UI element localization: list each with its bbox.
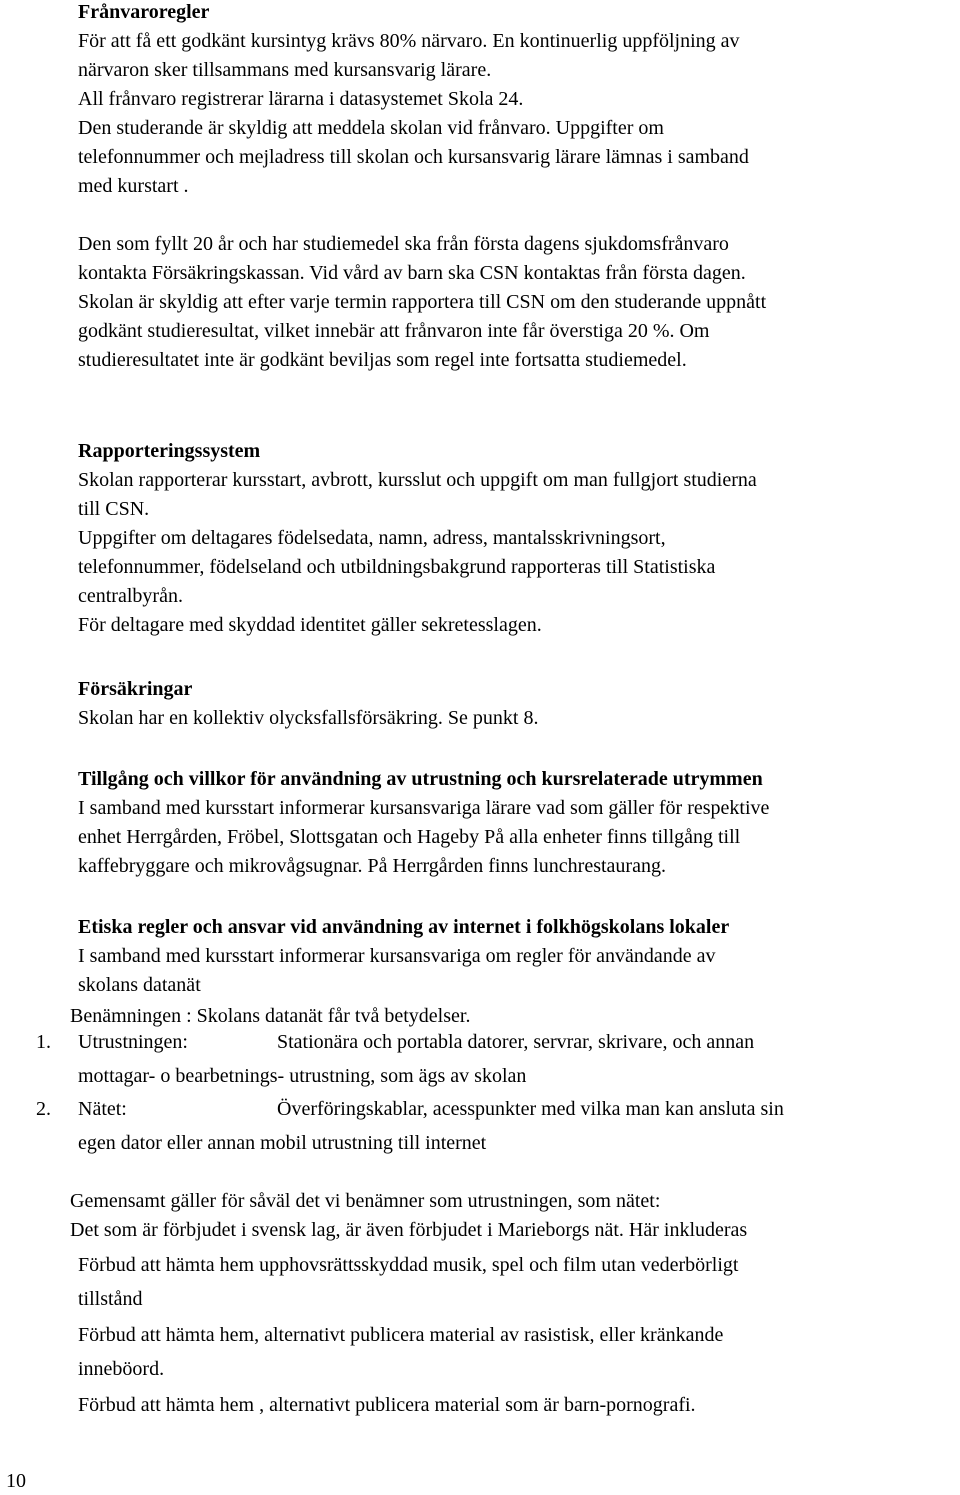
paragraph-line: enhet Herrgården, Fröbel, Slottsgatan och Hageby På alla enheter finns tillgång till bbox=[78, 826, 741, 848]
paragraph-line: telefonnummer, födelseland och utbildningsbakgrund rapporteras till Statistiska bbox=[78, 556, 716, 578]
list-continuation: egen dator eller annan mobil utrustning till internet bbox=[78, 1132, 487, 1154]
section-etiska-regler bbox=[78, 913, 956, 1000]
paragraph-line: I samband med kursstart informerar kursansvariga lärare vad som gäller för respektive bbox=[78, 797, 770, 819]
section-franvaro-csn bbox=[78, 230, 956, 375]
paragraph-line: Gemensamt gäller för såväl det vi benämner som utrustningen, som nätet: bbox=[70, 1190, 661, 1212]
benamning-line bbox=[70, 1002, 948, 1031]
list-number: 2. bbox=[36, 1098, 51, 1120]
list-continuation: mottagar- o bearbetnings- utrustning, som ägs av skolan bbox=[78, 1065, 527, 1087]
paragraph-line: Skolan är skyldig att efter varje termin rapportera till CSN om den studerande uppnått bbox=[78, 291, 767, 313]
paragraph-line: skolans datanät bbox=[78, 974, 201, 996]
section-tillgang bbox=[78, 765, 956, 881]
paragraph-line: För att få ett godkänt kursintyg krävs 80% närvaro. En kontinuerlig uppföljning av bbox=[78, 30, 740, 52]
paragraph-line: centralbyrån. bbox=[78, 585, 183, 607]
section-heading: Försäkringar bbox=[78, 678, 193, 700]
section-rapportering bbox=[78, 437, 956, 640]
list-item bbox=[0, 1031, 940, 1065]
list-item bbox=[0, 1098, 940, 1132]
paragraph-line: studieresultatet inte är godkänt beviljas som regel inte fortsatta studiemedel. bbox=[78, 349, 687, 371]
section-heading: Tillgång och villkor för användning av utrustning och kursrelaterade utrymmen bbox=[78, 768, 763, 790]
list-definition: Stationära och portabla datorer, servrar, skrivare, och annan bbox=[277, 1031, 755, 1053]
paragraph-line: Förbud att hämta hem, alternativt publicera material av rasistisk, eller kränkande bbox=[78, 1324, 724, 1346]
paragraph-line: Den som fyllt 20 år och har studiemedel ska från första dagens sjukdomsfrånvaro bbox=[78, 233, 729, 255]
paragraph-line: I samband med kursstart informerar kursansvariga om regler för användande av bbox=[78, 945, 716, 967]
section-heading: Rapporteringssystem bbox=[78, 440, 261, 462]
section-heading: Etiska regler och ansvar vid användning av internet i folkhögskolans lokaler bbox=[78, 916, 730, 938]
list-number: 1. bbox=[36, 1031, 51, 1053]
paragraph-line: All frånvaro registrerar lärarna i datasystemet Skola 24. bbox=[78, 88, 524, 110]
paragraph-line: Förbud att hämta hem , alternativt publicera material som är barn-pornografi. bbox=[78, 1394, 696, 1416]
section-franvaro bbox=[78, 0, 956, 201]
paragraph-line: med kurstart . bbox=[78, 175, 189, 197]
section-forbud bbox=[78, 1248, 956, 1422]
paragraph-line: Benämningen : Skolans datanät får två betydelser. bbox=[70, 1005, 471, 1027]
section-heading: Frånvaroregler bbox=[78, 1, 210, 23]
paragraph-line: Förbud att hämta hem upphovsrättsskyddad musik, spel och film utan vederbörligt bbox=[78, 1254, 739, 1276]
paragraph-line: Den studerande är skyldig att meddela skolan vid frånvaro. Uppgifter om bbox=[78, 117, 664, 139]
page-number: 10 bbox=[6, 1470, 26, 1492]
paragraph-line: Uppgifter om deltagares födelsedata, namn, adress, mantalsskrivningsort, bbox=[78, 527, 666, 549]
paragraph-line: Skolan har en kollektiv olycksfallsförsäkring. Se punkt 8. bbox=[78, 707, 539, 729]
paragraph-line: inneböord. bbox=[78, 1358, 165, 1380]
paragraph-line: kaffebryggare och mikrovågsugnar. På Herrgården finns lunchrestaurang. bbox=[78, 855, 666, 877]
paragraph-line: telefonnummer och mejladress till skolan och kursansvarig lärare lämnas i samband bbox=[78, 146, 749, 168]
paragraph-line: godkänt studieresultat, vilket innebär att frånvaron inte får överstiga 20 %. Om bbox=[78, 320, 710, 342]
section-gemensamt bbox=[70, 1187, 948, 1245]
section-forsakringar bbox=[78, 675, 956, 733]
paragraph-line: Skolan rapporterar kursstart, avbrott, kursslut och uppgift om man fullgjort studierna bbox=[78, 469, 757, 491]
paragraph-line: kontakta Försäkringskassan. Vid vård av barn ska CSN kontaktas från första dagen. bbox=[78, 262, 746, 284]
paragraph-line: tillstånd bbox=[78, 1288, 143, 1310]
list-term: Utrustningen: bbox=[78, 1031, 188, 1053]
paragraph-line: närvaron sker tillsammans med kursansvarig lärare. bbox=[78, 59, 492, 81]
paragraph-line: För deltagare med skyddad identitet gäller sekretesslagen. bbox=[78, 614, 542, 636]
paragraph-line: till CSN. bbox=[78, 498, 150, 520]
list-term: Nätet: bbox=[78, 1098, 127, 1120]
list-definition: Överföringskablar, acesspunkter med vilka man kan ansluta sin bbox=[277, 1098, 784, 1120]
paragraph-line: Det som är förbjudet i svensk lag, är även förbjudet i Marieborgs nät. Här inkluderas bbox=[70, 1219, 748, 1241]
